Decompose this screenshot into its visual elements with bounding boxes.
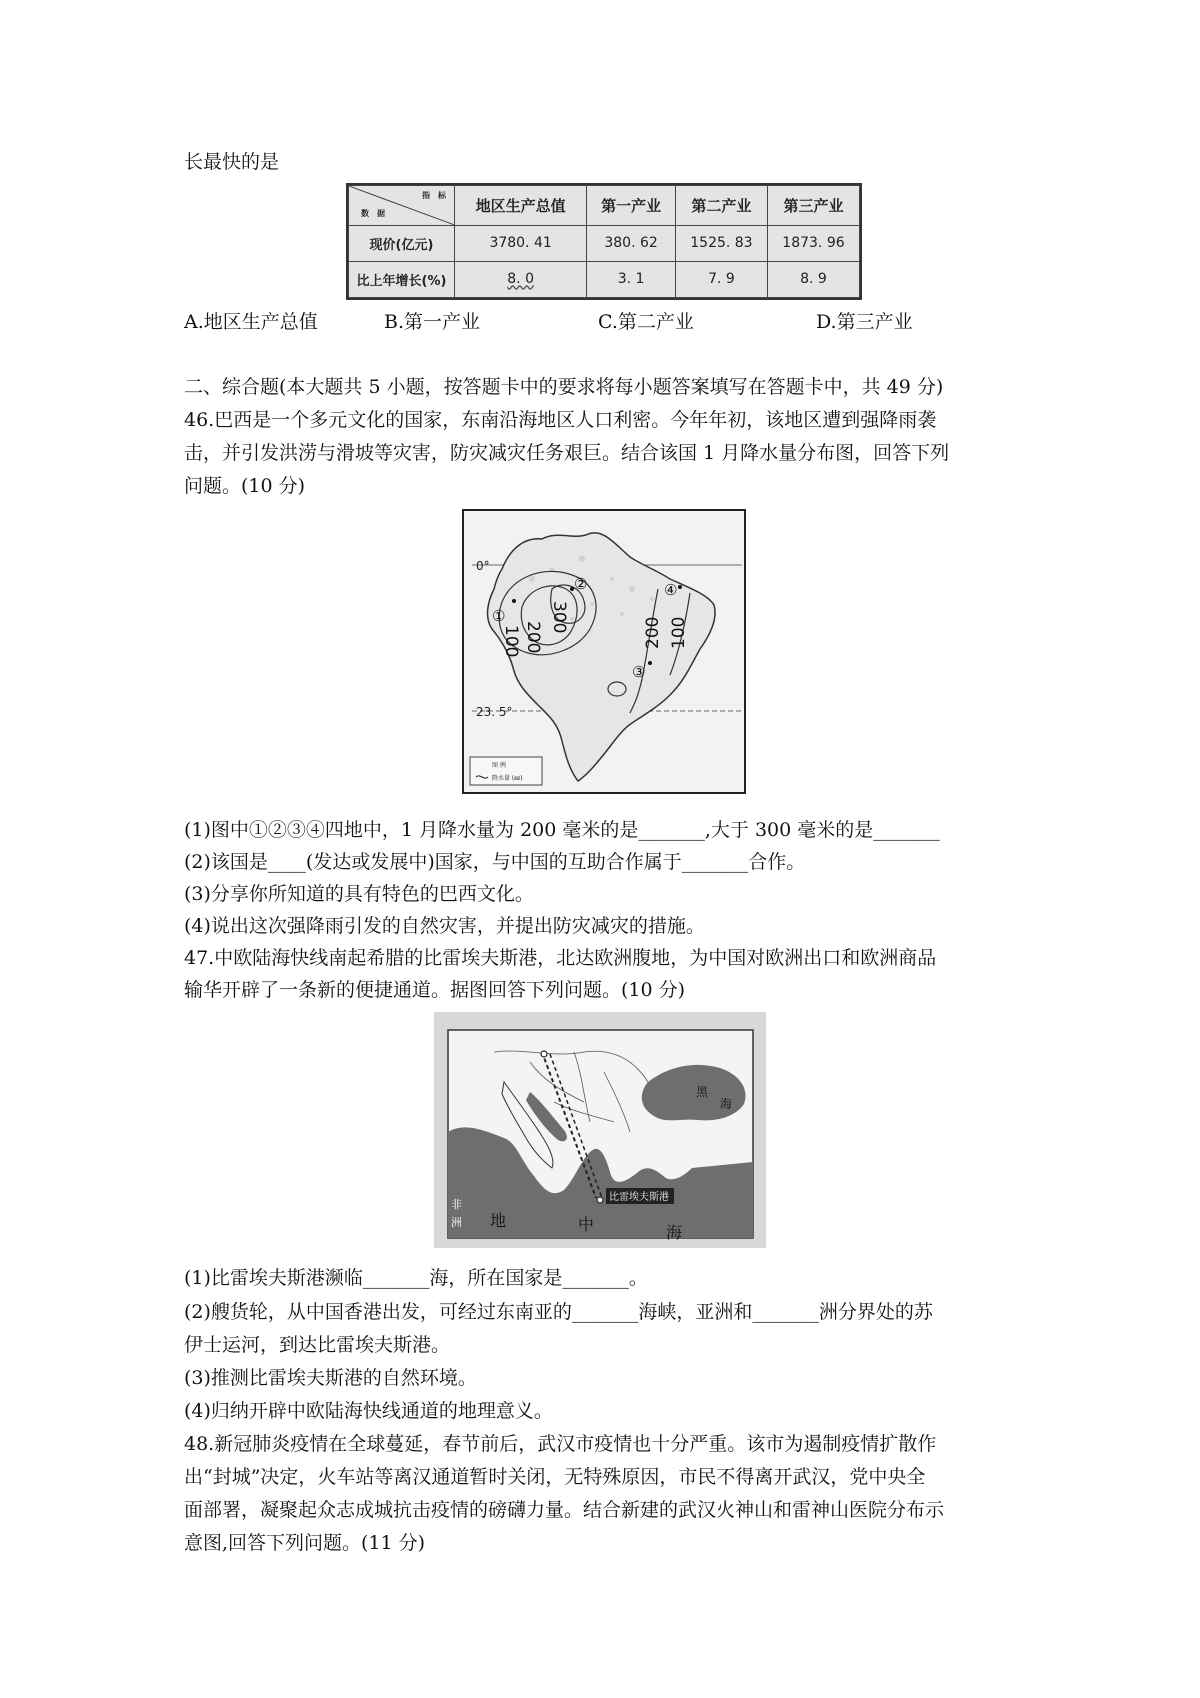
- row-label: 现价(亿元): [349, 225, 455, 261]
- table-cell: 3. 1: [587, 261, 676, 297]
- table-cell: 8. 9: [767, 261, 859, 297]
- africa-label: 洲: [451, 1216, 462, 1229]
- black-sea-label: 黑: [696, 1085, 709, 1099]
- port-label: 比雷埃夫斯港: [609, 1192, 669, 1203]
- contour-label: 200: [643, 616, 663, 649]
- corner-top-label: 指 标: [422, 191, 446, 200]
- med-sea-label: 地: [490, 1211, 507, 1230]
- sub-question: (1)图中①②③④四地中，1 月降水量为 200 毫米的是_______,大于 300 毫米的是_______: [184, 819, 940, 841]
- equator-label: 0°: [476, 559, 490, 573]
- table-row: [349, 225, 860, 261]
- point-label: ④: [664, 581, 678, 599]
- header-cell: 第二产业: [675, 186, 767, 226]
- corner-bottom-label: 数 据: [361, 208, 385, 218]
- contour-label: 200: [523, 621, 543, 654]
- med-sea-label: 海: [666, 1223, 683, 1242]
- brazil-precipitation-map: [462, 509, 746, 794]
- question-text: 输华开辟了一条新的便捷通道。据图回答下列问题。(10 分): [184, 979, 686, 1001]
- sub-question: (1)比雷埃夫斯港濒临_______海，所在国家是_______。: [184, 1267, 648, 1289]
- table-row: [349, 261, 860, 297]
- legend-item: 降水量 (㎜): [492, 775, 523, 782]
- header-cell: 第三产业: [767, 186, 859, 226]
- option-c: C.第二产业: [598, 311, 694, 333]
- question-text: 击，并引发洪涝与滑坡等灾害，防灾减灾任务艰巨。结合该国 1 月降水量分布图，回答下列: [184, 442, 950, 464]
- black-sea-label: 海: [720, 1097, 733, 1111]
- sub-question: (2)该国是____(发达或发展中)国家，与中国的互助合作属于_______合作。: [184, 851, 806, 873]
- brazil-map-svg: [462, 509, 746, 794]
- question-text: 面部署，凝聚起众志成城抗击疫情的磅礴力量。结合新建的武汉火神山和雷神山医院分布示: [184, 1499, 945, 1521]
- sub-question: (4)归纳开辟中欧陆海快线通道的地理意义。: [184, 1400, 553, 1422]
- question-text: 48.新冠肺炎疫情在全球蔓延，春节前后，武汉市疫情也十分严重。该市为遏制疫情扩散作: [184, 1433, 937, 1455]
- africa-label: 非: [451, 1198, 462, 1211]
- question-text: 46.巴西是一个多元文化的国家，东南沿海地区人口利密。今年年初，该地区遭到强降雨袭: [184, 409, 937, 431]
- tropic-label: 23. 5°: [476, 705, 513, 719]
- legend-title: 图 例: [492, 762, 506, 769]
- sub-question: 伊士运河，到达比雷埃夫斯港。: [184, 1334, 451, 1356]
- option-b: B.第一产业: [384, 311, 481, 333]
- point-label: ③: [632, 663, 646, 681]
- statistics-table: [348, 185, 860, 298]
- question-text: 问题。(10 分): [184, 475, 306, 497]
- option-a: A.地区生产总值: [184, 311, 318, 333]
- table-cell: 8. 0: [455, 261, 587, 297]
- table-corner-cell: [349, 186, 455, 226]
- europe-map-svg: [434, 1012, 766, 1248]
- question-text: 47.中欧陆海快线南起希腊的比雷埃夫斯港，北达欧洲腹地，为中国对欧洲出口和欧洲商品: [184, 947, 937, 969]
- table-cell: 3780. 41: [455, 225, 587, 261]
- point-label: ②: [574, 575, 588, 593]
- table-cell: 1525. 83: [675, 225, 767, 261]
- contour-label: 100: [669, 616, 689, 649]
- header-cell: 第一产业: [587, 186, 676, 226]
- table-cell: 380. 62: [587, 225, 676, 261]
- point-label: ①: [492, 607, 506, 625]
- contour-label: 100: [501, 625, 521, 658]
- question-text: 出“封城”决定，火车站等离汉通道暂时关闭，无特殊原因，市民不得离开武汉，党中央全: [184, 1466, 926, 1488]
- table-cell: 1873. 96: [767, 225, 859, 261]
- section-heading: 二、综合题(本大题共 5 小题，按答题卡中的要求将每小题答案填写在答题卡中，共 49 分): [184, 376, 944, 398]
- intro-line: 长最快的是: [184, 151, 280, 173]
- option-d: D.第三产业: [816, 311, 913, 333]
- header-cell: 地区生产总值: [455, 186, 587, 226]
- question-text: 意图,回答下列问题。(11 分): [184, 1532, 426, 1554]
- row-label: 比上年增长(%): [349, 261, 455, 297]
- med-sea-label: 中: [578, 1215, 595, 1234]
- sub-question: (2)艘货轮，从中国香港出发，可经过东南亚的_______海峡，亚洲和_______洲分界处的苏: [184, 1301, 933, 1323]
- sub-question: (3)分享你所知道的具有特色的巴西文化。: [184, 883, 534, 905]
- sub-question: (4)说出这次强降雨引发的自然灾害，并提出防灾减灾的措施。: [184, 915, 705, 937]
- table-cell: 7. 9: [675, 261, 767, 297]
- table-header-row: [349, 186, 860, 226]
- statistics-table-figure: [346, 183, 862, 300]
- sub-question: (3)推测比雷埃夫斯港的自然环境。: [184, 1367, 477, 1389]
- europe-route-map: [434, 1012, 766, 1248]
- contour-label: 300: [549, 601, 569, 634]
